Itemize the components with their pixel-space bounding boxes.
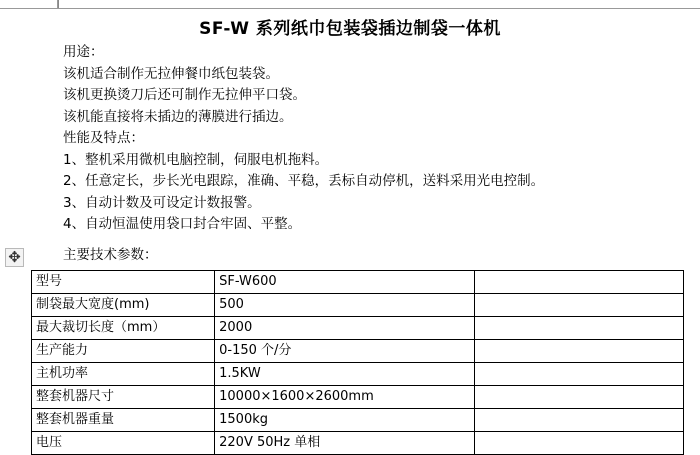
page-title: SF-W 系列纸巾包装袋插边制袋一体机 (199, 19, 501, 39)
spec-label: 制袋最大宽度(mm) (32, 294, 215, 317)
paragraph-feature-4: 4、自动恒温使用袋口封合牢固、平整。 (63, 216, 302, 232)
spec-extra (474, 271, 683, 294)
spec-value: 0-150 个/分 (215, 340, 474, 363)
paragraph-purpose-3: 该机能直接将未插边的薄膜进行插边。 (63, 108, 293, 125)
page-top-rule-stub (57, 0, 58, 8)
specifications-table (31, 270, 684, 455)
spec-value: 2000 (215, 317, 474, 340)
table-row (32, 363, 684, 386)
table-row (32, 340, 684, 363)
paragraph-purpose-heading: 用途： (63, 44, 104, 60)
spec-value: 1.5KW (215, 363, 474, 386)
paragraph-feature-2: 2、任意定长，步长光电跟踪，准确、平稳，丢标自动停机，送料采用光电控制。 (63, 173, 545, 189)
spec-value: 220V 50Hz 单相 (215, 432, 474, 455)
spec-label: 主机功率 (32, 363, 215, 386)
spec-value: 1500kg (215, 409, 474, 432)
spec-extra (474, 317, 683, 340)
page-top-rule (0, 8, 700, 9)
spec-extra (474, 294, 683, 317)
spec-extra (474, 386, 683, 409)
params-heading: 主要技术参数： (63, 247, 158, 263)
spec-label: 生产能力 (32, 340, 215, 363)
spec-value: 10000×1600×2600mm (215, 386, 474, 409)
spec-label: 最大裁切长度（mm） (32, 317, 215, 340)
spec-value: 500 (215, 294, 474, 317)
spec-label: 整套机器重量 (32, 409, 215, 432)
table-row (32, 409, 684, 432)
spec-extra (474, 363, 683, 386)
spec-value: SF-W600 (215, 271, 474, 294)
document-body (63, 42, 663, 236)
table-row (32, 386, 684, 409)
spec-extra (474, 432, 683, 455)
table-row (32, 317, 684, 340)
table-row (32, 432, 684, 455)
paragraph-purpose-1: 该机适合制作无拉伸餐巾纸包装袋。 (63, 65, 279, 82)
table-row (32, 294, 684, 317)
table-row (32, 271, 684, 294)
spec-extra (474, 340, 683, 363)
spec-label: 型号 (32, 271, 215, 294)
spec-label: 整套机器尺寸 (32, 386, 215, 409)
paragraph-feature-1: 1、整机采用微机电脑控制，伺服电机拖料。 (63, 151, 329, 168)
spec-label: 电压 (32, 432, 215, 455)
paragraph-features-heading: 性能及特点： (63, 130, 144, 146)
paragraph-feature-3: 3、自动计数及可设定计数报警。 (63, 194, 261, 211)
spec-extra (474, 409, 683, 432)
paragraph-purpose-2: 该机更换烫刀后还可制作无拉伸平口袋。 (63, 87, 306, 103)
move-cross-icon[interactable]: ✥ (5, 248, 24, 267)
page-corner-marker (0, 0, 59, 8)
